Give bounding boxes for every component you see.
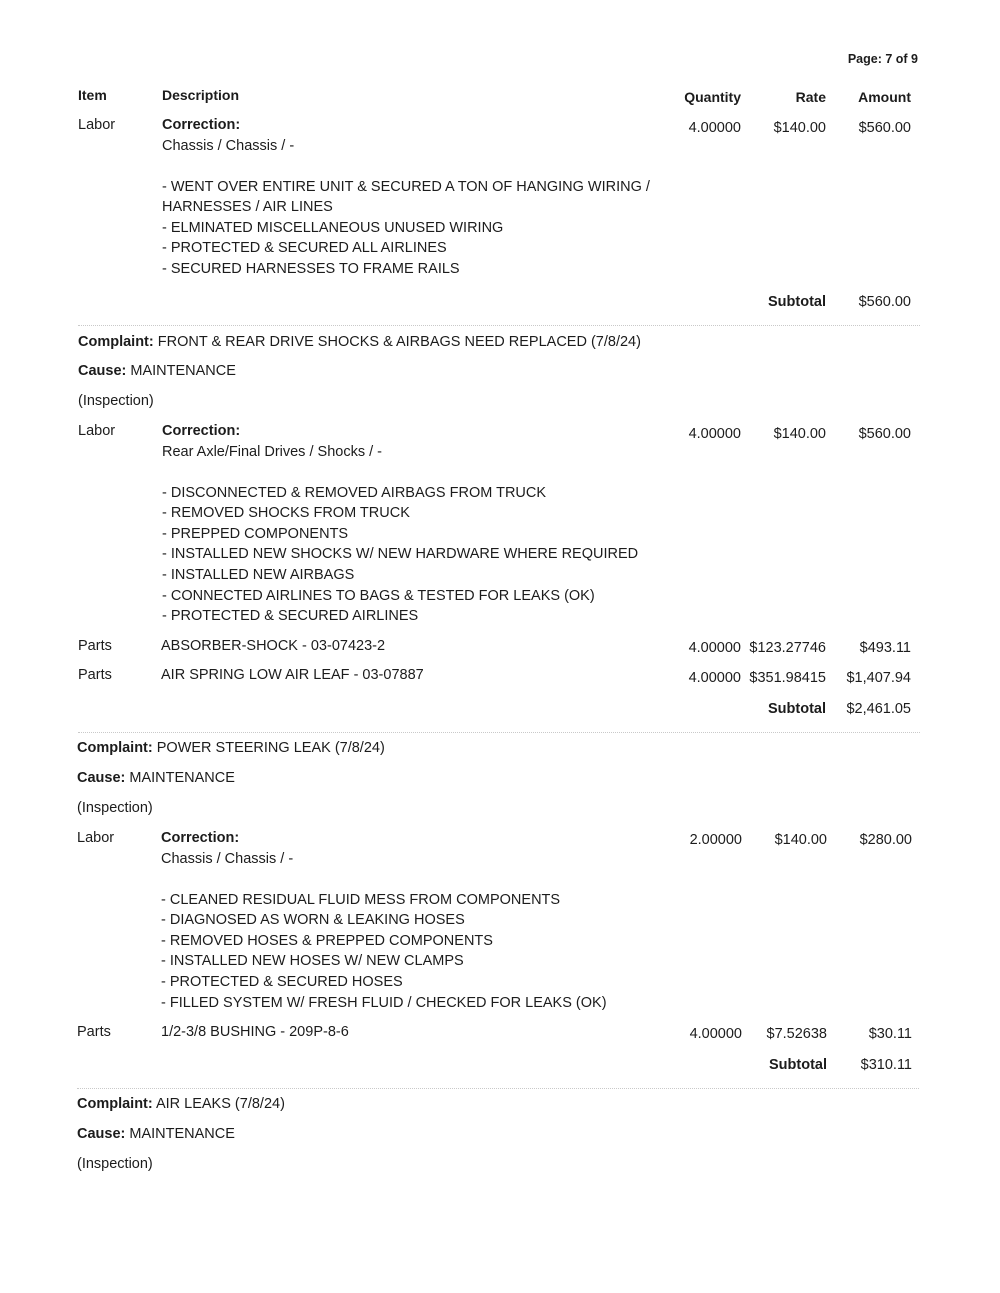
subtotal-amount: $560.00: [858, 294, 911, 310]
cause-label: Cause:: [77, 1126, 126, 1142]
line-item-type: Parts: [77, 1024, 111, 1040]
correction-note: - PROTECTED & SECURED ALL AIRLINES: [162, 240, 447, 256]
complaint-text: POWER STEERING LEAK (7/8/24): [156, 740, 385, 756]
complaint-label: Complaint:: [77, 740, 153, 756]
section-divider: [77, 1088, 919, 1089]
complaint-text: AIR LEAKS (7/8/24): [155, 1096, 285, 1112]
correction-note: - REMOVED SHOCKS FROM TRUCK: [162, 505, 410, 521]
cause-line: [78, 362, 236, 380]
complaint-line: [77, 1095, 285, 1113]
correction-note: - PREPPED COMPONENTS: [162, 526, 349, 542]
correction-note: - ELMINATED MISCELLANEOUS UNUSED WIRING: [162, 220, 504, 236]
correction-label: Correction:: [162, 117, 241, 133]
line-quantity: 4.00000: [688, 426, 741, 442]
complaint-text: FRONT & REAR DRIVE SHOCKS & AIRBAGS NEED REPLACED (7/8/24): [157, 334, 641, 350]
header-item: Item: [78, 87, 107, 103]
line-quantity: 2.00000: [689, 832, 742, 848]
line-amount: $560.00: [858, 120, 911, 136]
section-divider: [78, 325, 920, 326]
line-quantity: 4.00000: [688, 670, 741, 686]
line-quantity: 4.00000: [689, 1026, 742, 1042]
line-item-type: Labor: [78, 117, 116, 133]
subtotal-label: Subtotal: [768, 294, 826, 310]
line-rate: $140.00: [774, 832, 827, 848]
correction-note: - PROTECTED & SECURED AIRLINES: [162, 608, 419, 624]
subtotal-amount: $2,461.05: [846, 701, 911, 717]
line-rate: $140.00: [773, 120, 826, 136]
inspection-label: (Inspection): [77, 1156, 153, 1172]
subtotal-label: Subtotal: [769, 1057, 827, 1073]
complaint-line: [78, 333, 641, 351]
page-number: Page: 7 of 9: [847, 52, 918, 66]
header-description: Description: [162, 87, 240, 103]
inspection-label: (Inspection): [78, 393, 154, 409]
inspection-label: (Inspection): [77, 800, 153, 816]
header-amount: Amount: [858, 89, 911, 105]
correction-note: - CLEANED RESIDUAL FLUID MESS FROM COMPONENTS: [161, 892, 561, 908]
line-item-type: Parts: [78, 638, 112, 654]
line-amount: $560.00: [858, 426, 911, 442]
part-description: ABSORBER-SHOCK - 03-07423-2: [161, 638, 386, 654]
section-divider: [78, 732, 920, 733]
line-item-type: Parts: [78, 667, 112, 683]
correction-note: - INSTALLED NEW AIRBAGS: [162, 567, 355, 583]
correction-category: Chassis / Chassis / -: [161, 851, 294, 867]
correction-note: - WENT OVER ENTIRE UNIT & SECURED A TON OF HANGING WIRING /: [162, 179, 650, 195]
correction-note: - DISCONNECTED & REMOVED AIRBAGS FROM TRUCK: [162, 485, 547, 501]
correction-note: - REMOVED HOSES & PREPPED COMPONENTS: [161, 933, 493, 949]
cause-text: MAINTENANCE: [129, 1126, 235, 1142]
correction-note: - PROTECTED & SECURED HOSES: [161, 974, 403, 990]
correction-label: Correction:: [162, 423, 241, 439]
line-quantity: 4.00000: [688, 120, 741, 136]
header-quantity: Quantity: [684, 89, 741, 105]
cause-line: [77, 769, 235, 787]
line-rate: $140.00: [773, 426, 826, 442]
line-rate: $7.52638: [766, 1026, 827, 1042]
cause-label: Cause:: [77, 770, 126, 786]
line-rate: $123.27746: [749, 640, 826, 656]
line-amount: $1,407.94: [846, 670, 911, 686]
complaint-label: Complaint:: [78, 334, 154, 350]
line-quantity: 4.00000: [688, 640, 741, 656]
subtotal-label: Subtotal: [768, 701, 826, 717]
cause-text: MAINTENANCE: [130, 363, 236, 379]
correction-note: - FILLED SYSTEM W/ FRESH FLUID / CHECKED FOR LEAKS (OK): [161, 995, 607, 1011]
line-item-type: Labor: [78, 423, 116, 439]
correction-note: - INSTALLED NEW SHOCKS W/ NEW HARDWARE WHERE REQUIRED: [162, 546, 639, 562]
cause-label: Cause:: [78, 363, 127, 379]
complaint-label: Complaint:: [77, 1096, 153, 1112]
correction-note: HARNESSES / AIR LINES: [162, 199, 333, 215]
line-amount: $493.11: [859, 640, 911, 656]
subtotal-amount: $310.11: [860, 1057, 912, 1073]
cause-line: [77, 1125, 235, 1143]
cause-text: MAINTENANCE: [129, 770, 235, 786]
correction-note: - DIAGNOSED AS WORN & LEAKING HOSES: [161, 912, 465, 928]
line-amount: $30.11: [868, 1026, 912, 1042]
header-rate: Rate: [795, 89, 826, 105]
part-description: 1/2-3/8 BUSHING - 209P-8-6: [161, 1024, 349, 1040]
line-item-type: Labor: [77, 830, 115, 846]
correction-label: Correction:: [161, 830, 240, 846]
correction-category: Chassis / Chassis / -: [162, 138, 295, 154]
correction-note: - SECURED HARNESSES TO FRAME RAILS: [162, 261, 460, 277]
line-rate: $351.98415: [749, 670, 826, 686]
correction-note: - CONNECTED AIRLINES TO BAGS & TESTED FOR LEAKS (OK): [162, 588, 595, 604]
complaint-line: [77, 739, 385, 757]
correction-note: - INSTALLED NEW HOSES W/ NEW CLAMPS: [161, 953, 464, 969]
correction-category: Rear Axle/Final Drives / Shocks / -: [162, 444, 382, 460]
line-amount: $280.00: [859, 832, 912, 848]
part-description: AIR SPRING LOW AIR LEAF - 03-07887: [161, 667, 424, 683]
